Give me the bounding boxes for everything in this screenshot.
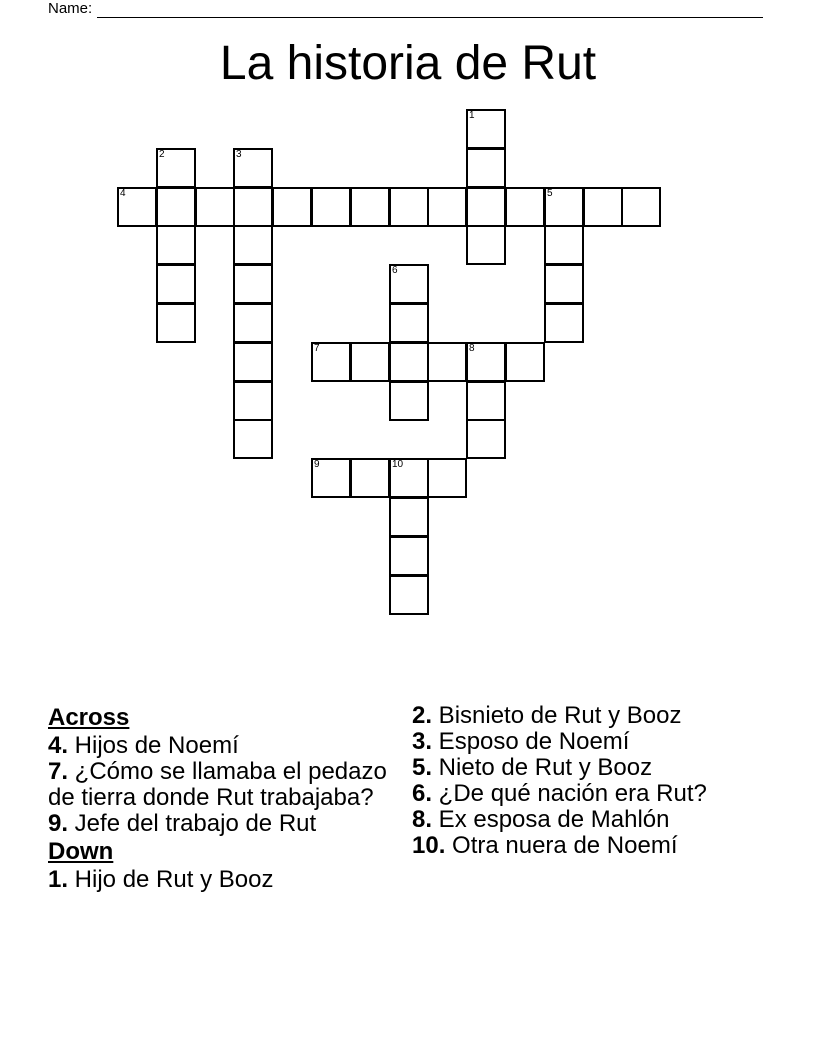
grid-cell[interactable] [389, 536, 429, 576]
grid-cell[interactable] [544, 264, 584, 304]
clue-number: 1 [469, 110, 475, 121]
grid-cell[interactable] [466, 381, 506, 421]
grid-cell[interactable] [156, 187, 196, 227]
clue-number: 7 [314, 343, 320, 354]
grid-cell[interactable] [233, 148, 273, 188]
grid-cell[interactable] [389, 381, 429, 421]
clue-item [412, 781, 752, 807]
clue-item [412, 729, 752, 755]
grid-cell[interactable] [311, 187, 351, 227]
grid-cell[interactable] [466, 148, 506, 188]
clue-number-label: 1. [48, 866, 69, 893]
clue-text: Esposo de Noemí [432, 728, 630, 755]
clue-number-label: 3. [412, 728, 433, 755]
grid-cell[interactable] [156, 264, 196, 304]
clue-item [48, 759, 398, 811]
grid-cell[interactable] [427, 342, 467, 382]
clue-number: 5 [547, 188, 553, 199]
grid-cell[interactable] [350, 187, 390, 227]
grid-cell[interactable] [195, 187, 235, 227]
clue-text: Nieto de Rut y Booz [432, 754, 653, 781]
clue-text: ¿De qué nación era Rut? [432, 780, 707, 807]
grid-cell[interactable] [233, 264, 273, 304]
grid-cell[interactable] [233, 419, 273, 459]
clue-section-heading: Down [48, 838, 114, 865]
clue-item [412, 703, 752, 729]
grid-cell[interactable] [466, 419, 506, 459]
clue-item [412, 807, 752, 833]
grid-cell[interactable] [233, 303, 273, 343]
grid-cell[interactable] [389, 187, 429, 227]
grid-cell[interactable] [233, 225, 273, 265]
grid-cell[interactable] [117, 187, 157, 227]
grid-cell[interactable] [505, 187, 545, 227]
clue-number: 2 [159, 149, 165, 160]
clue-number: 3 [236, 149, 242, 160]
grid-cell[interactable] [350, 458, 390, 498]
clue-number: 8 [469, 343, 475, 354]
clue-number: 4 [120, 188, 126, 199]
clue-text: Hijos de Noemí [68, 732, 239, 759]
clue-item [48, 867, 398, 893]
clues-column-left [48, 703, 398, 893]
grid-cell[interactable] [544, 225, 584, 265]
clue-number: 10 [392, 459, 404, 470]
clue-number-label: 9. [48, 810, 69, 837]
clue-item [412, 755, 752, 781]
clue-text: Otra nuera de Noemí [445, 832, 678, 859]
clue-section-heading: Across [48, 704, 130, 731]
puzzle-title: La historia de Rut [219, 37, 597, 90]
clue-number-label: 5. [412, 754, 433, 781]
clue-number-label: 6. [412, 780, 433, 807]
clue-number-label: 2. [412, 702, 433, 729]
name-label: Name: [48, 0, 93, 17]
clue-text: ¿Cómo se llamaba el pedazo de tierra donde Rut trabajaba? [48, 758, 387, 811]
grid-cell[interactable] [233, 381, 273, 421]
clue-text: Hijo de Rut y Booz [68, 866, 274, 893]
grid-cell[interactable] [156, 148, 196, 188]
grid-cell[interactable] [505, 342, 545, 382]
grid-cell[interactable] [389, 342, 429, 382]
clue-number-label: 10. [412, 832, 446, 859]
grid-cell[interactable] [621, 187, 661, 227]
clue-number-label: 7. [48, 758, 69, 785]
clue-text: Jefe del trabajo de Rut [68, 810, 317, 837]
grid-cell[interactable] [466, 225, 506, 265]
grid-cell[interactable] [389, 458, 429, 498]
grid-cell[interactable] [389, 575, 429, 615]
grid-cell[interactable] [233, 342, 273, 382]
grid-cell[interactable] [583, 187, 623, 227]
clue-text: Ex esposa de Mahlón [432, 806, 670, 833]
clue-number: 6 [392, 265, 398, 276]
grid-cell[interactable] [389, 264, 429, 304]
clue-item [48, 733, 398, 759]
grid-cell[interactable] [544, 187, 584, 227]
grid-cell[interactable] [156, 225, 196, 265]
clue-item [48, 811, 398, 837]
clue-number-label: 8. [412, 806, 433, 833]
clue-item [412, 833, 752, 859]
grid-cell[interactable] [233, 187, 273, 227]
clue-number-label: 4. [48, 732, 69, 759]
clues-column-right [412, 703, 752, 859]
grid-cell[interactable] [389, 303, 429, 343]
grid-cell[interactable] [427, 458, 467, 498]
grid-cell[interactable] [389, 497, 429, 537]
grid-cell[interactable] [544, 303, 584, 343]
grid-cell[interactable] [311, 342, 351, 382]
clue-text: Bisnieto de Rut y Booz [432, 702, 682, 729]
grid-cell[interactable] [311, 458, 351, 498]
grid-cell[interactable] [427, 187, 467, 227]
grid-cell[interactable] [466, 109, 506, 149]
grid-cell[interactable] [466, 342, 506, 382]
grid-cell[interactable] [466, 187, 506, 227]
grid-cell[interactable] [272, 187, 312, 227]
clue-number: 9 [314, 459, 320, 470]
grid-cell[interactable] [156, 303, 196, 343]
grid-cell[interactable] [350, 342, 390, 382]
